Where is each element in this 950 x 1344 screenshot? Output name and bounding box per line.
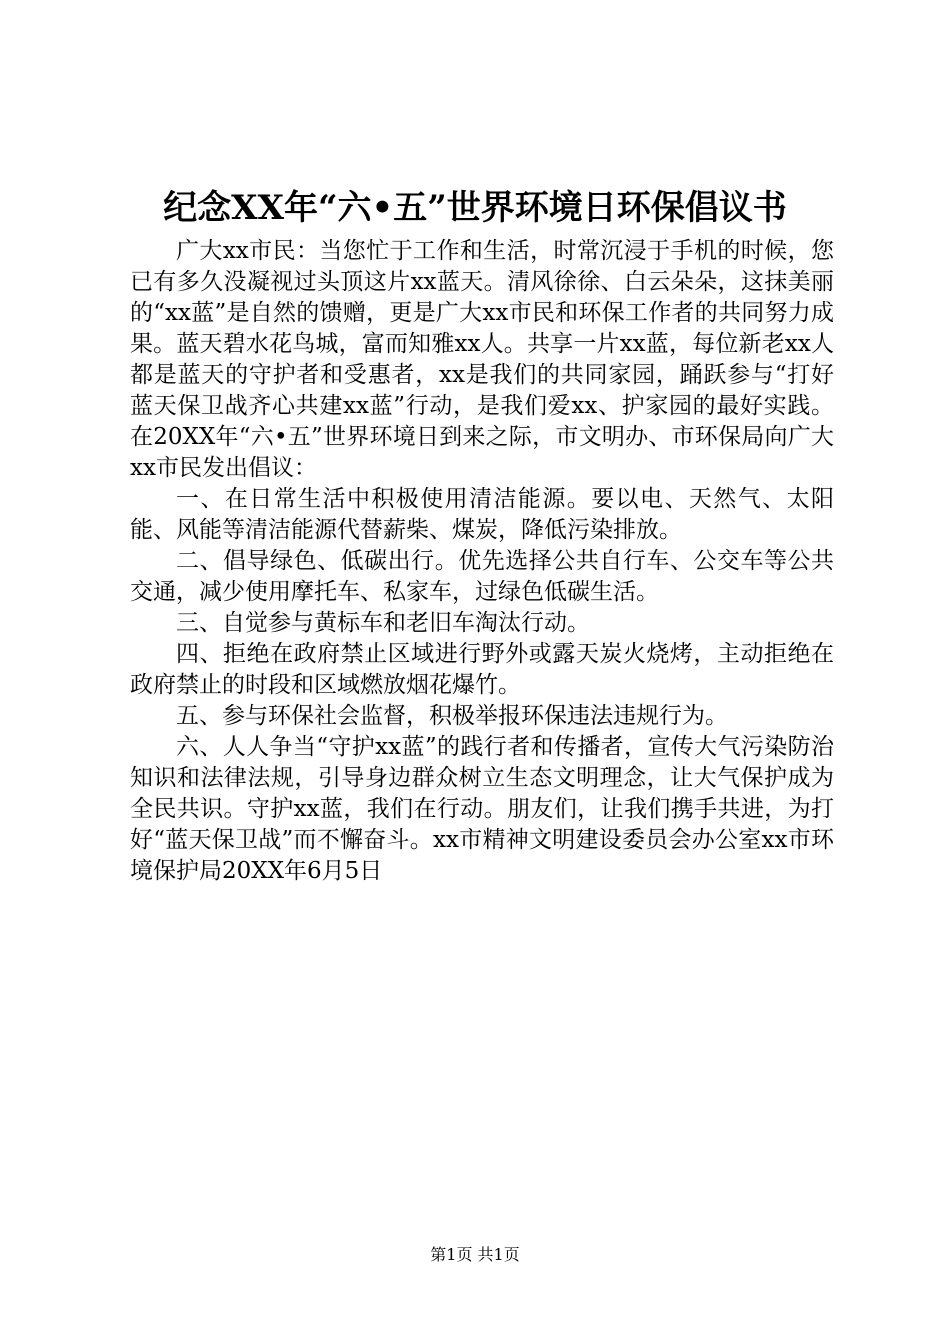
proposal-item-4: 四、拒绝在政府禁止区域进行野外或露天炭火烧烤，主动拒绝在政府禁止的时段和区域燃放烟花爆竹。: [130, 641, 834, 698]
intro-paragraph: 广大xx市民：当您忙于工作和生活，时常沉浸于手机的时候，您已有多久没凝视过头顶这片xx蓝天。清风徐徐、白云朵朵，这抹美丽的“xx蓝”是自然的馈赠，更是广大xx市民和环保工作者的共同努力成果。蓝天碧水花鸟城，富而知雅xx人。共享一片xx蓝，每位新老xx人都是蓝天的守护者和受惠者，xx是我们的共同家园，踊跃参与“打好蓝天保卫战齐心共建xx蓝”行动，是我们爱xx、护家园的最好实践。在20XX年“六•五”世界环境日到来之际，市文明办、市环保局向广大xx市民发出倡议：: [130, 238, 834, 481]
proposal-item-5: 五、参与环保社会监督，积极举报环保违法违规行为。: [176, 703, 728, 729]
document-title: 纪念XX年“六•五”世界环境日环保倡议书: [163, 188, 787, 228]
proposal-item-2: 二、倡导绿色、低碳出行。优先选择公共自行车、公交车等公共交通，减少使用摩托车、私家车，过绿色低碳生活。: [130, 548, 834, 605]
proposal-item-6: 六、人人争当“守护xx蓝”的践行者和传播者，宣传大气污染防治知识和法律法规，引导身边群众树立生态文明理念，让大气保护成为全民共识。守护xx蓝，我们在行动。朋友们，让我们携手共进，为打好“蓝天保卫战”而不懈奋斗。xx市精神文明建设委员会办公室xx市环境保护局20XX年6月5日: [130, 734, 834, 884]
proposal-item-3: 三、自觉参与黄标车和老旧车淘汰行动。: [176, 610, 590, 636]
page-footer: 第1页 共1页: [430, 1245, 520, 1264]
document-body: [130, 236, 834, 887]
proposal-item-1: 一、在日常生活中积极使用清洁能源。要以电、天然气、太阳能、风能等清洁能源代替薪柴、煤炭，降低污染排放。: [130, 486, 834, 543]
